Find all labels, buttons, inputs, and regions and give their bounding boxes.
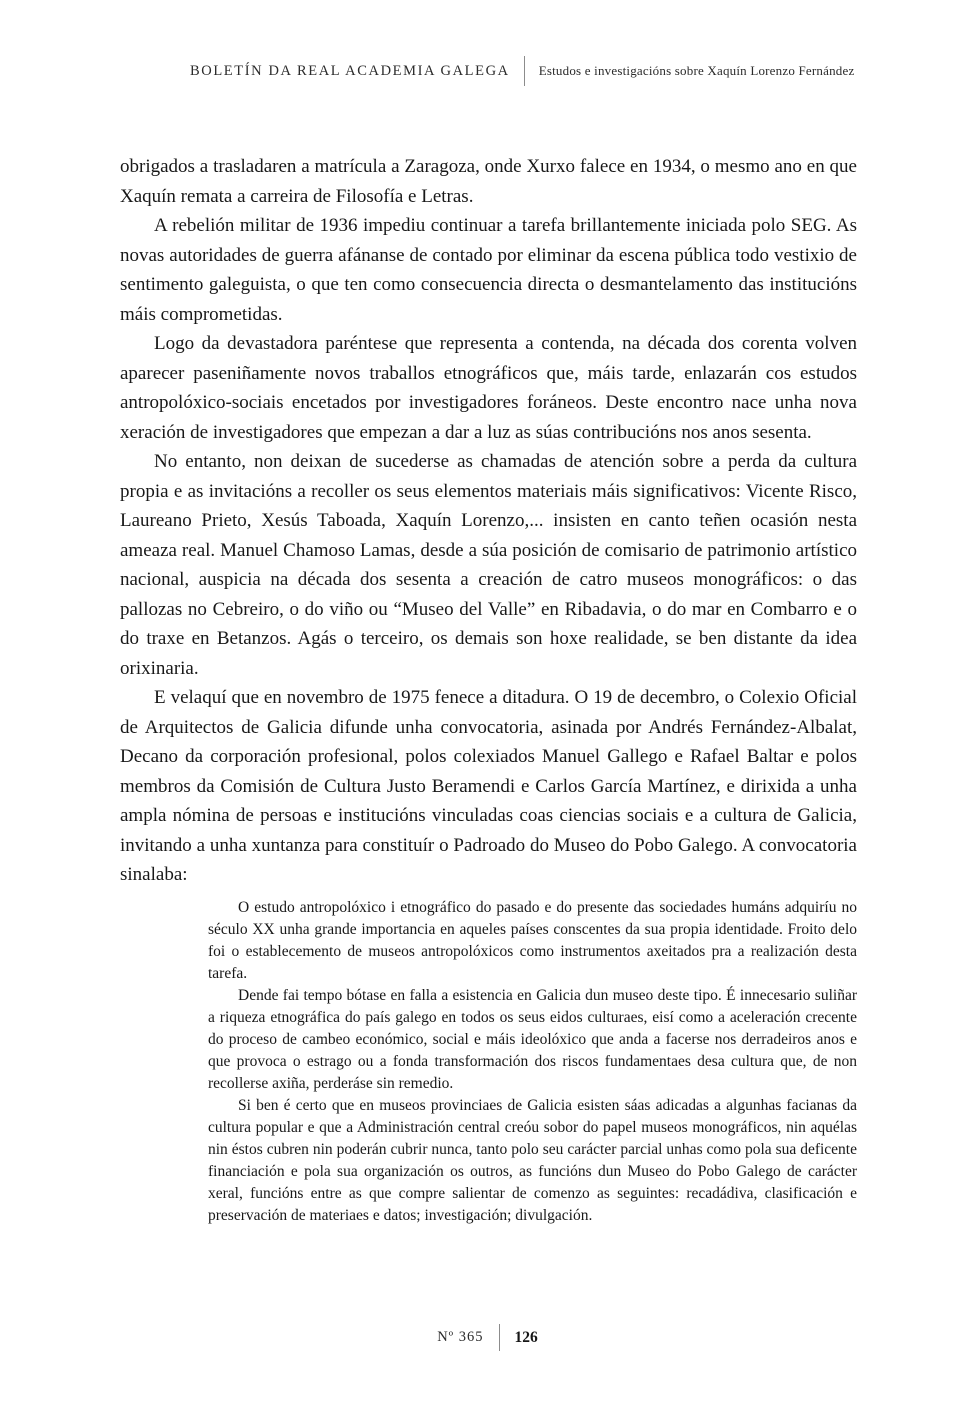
quote-paragraph-2: Dende fai tempo bótase en falla a esistencia en Galicia dun museo deste tipo. É innecesario suliñar a riqueza etnográfica do país galego en todos os seus eidos culturaes, eisí como a aceleración crecente do proceso de cambeo económico, social e máis ideolóxico que anda a facerse nos derradeiros anos e que provoca o estrago ou a fonda transformación dos riscos fundamentaes desa cultura que, de non recollerse axiña, perderáse sin remedio. <box>208 986 857 1092</box>
article-body <box>120 152 857 1227</box>
body-paragraph-4: No entanto, non deixan de sucederse as chamadas de atención sobre a perda da cultura propia e as invitacións a recoller os seus elementos materiais máis significativos: Vicente Risco, Laureano Prieto, Xesús Taboada, Xaquín Lorenzo,... insisten en canto teñen ocasión nesta ameaza real. Manuel Chamoso Lamas, desde a súa posición de comisario de patrimonio artístico nacional, auspicia na década dos sesenta a creación de catro museos monográficos: o das pallozas no Cebreiro, o do viño ou “Museo del Valle” en Ribadavia, o do mar en Combarro e o do traxe en Betanzos. Agás o terceiro, os demais son hoxe realidade, se ben distante da idea orixinaria. <box>120 451 857 679</box>
body-paragraph-2: A rebelión militar de 1936 impediu continuar a tarefa brillantemente iniciada polo SEG. As novas autoridades de guerra afánanse de contado por eliminar da escena pública todo vestixio de sentimento galeguista, o que ten como consecuencia directa o desmantelamento das institucións máis comprometidas. <box>120 215 857 325</box>
footer-divider <box>499 1324 500 1351</box>
issue-number: Nº 365 <box>437 1329 484 1345</box>
quote-paragraph-3: Si ben é certo que en museos provinciaes de Galicia esisten sáas adicadas a algunhas facianas da cultura popular e que a Administración central creóu sobor do papel museos monográficos, nin aquélas nin éstos cubren nin poderán cubrir nunca, tanto polo seu carácter parcial unhas como pola sua deficente financiación e pola sua organización os outros, as funcións dun Museo do Pobo Galego de carácter xeral, funcións entre as que compre salientar de comenzo as seguintes: recadádiva, clasificación e preservación de materiaes e datos; investigación; divulgación. <box>208 1096 857 1224</box>
body-paragraph-3: Logo da devastadora paréntese que representa a contenda, na década dos corenta volven aparecer paseniñamente novos traballos etnográficos que, máis tarde, enlazarán cos estudos antropolóxico-sociais encetados por investigadores foráneos. Deste encontro nace unha nova xeración de investigadores que empezan a dar a luz as súas contribucións nos anos sesenta. <box>120 333 857 443</box>
page-footer <box>0 1324 975 1351</box>
body-paragraph-1: obrigados a trasladaren a matrícula a Zaragoza, onde Xurxo falece en 1934, o mesmo ano en que Xaquín remata a carreira de Filosofía e Letras. <box>120 156 857 207</box>
journal-title: BOLETÍN DA REAL ACADEMIA GALEGA <box>190 62 510 79</box>
header-divider <box>524 56 525 86</box>
quote-paragraph-1: O estudo antropolóxico i etnográfico do pasado e do presente das sociedades humáns adquiríu no século XX unha grande importancia en aqueles países conscentes da sua propia identidade. Froito delo foi o establecemento de museos antropolóxicos como instrumentos axeitados pra a realización desta tarefa. <box>208 898 857 982</box>
block-quote <box>208 897 857 1227</box>
page-number: 126 <box>514 1328 538 1346</box>
page-header <box>190 56 885 86</box>
body-paragraph-5: E velaquí que en novembro de 1975 fenece a ditadura. O 19 de decembro, o Colexio Oficial de Arquitectos de Galicia difunde unha convocatoria, asinada por Andrés Fernández-Albalat, Decano da corporación profesional, polos colexiados Manuel Gallego e Rafael Baltar e polos membros da Comisión de Cultura Justo Beramendi e Carlos García Martínez, e dirixida a unha ampla nómina de persoas e institucións vinculadas coas ciencias sociais e a cultura de Galicia, invitando a unha xuntanza para constituír o Padroado do Museo do Pobo Galego. A convocatoria sinalaba: <box>120 687 857 885</box>
section-title: Estudos e investigacións sobre Xaquín Lorenzo Fernández <box>538 63 855 78</box>
